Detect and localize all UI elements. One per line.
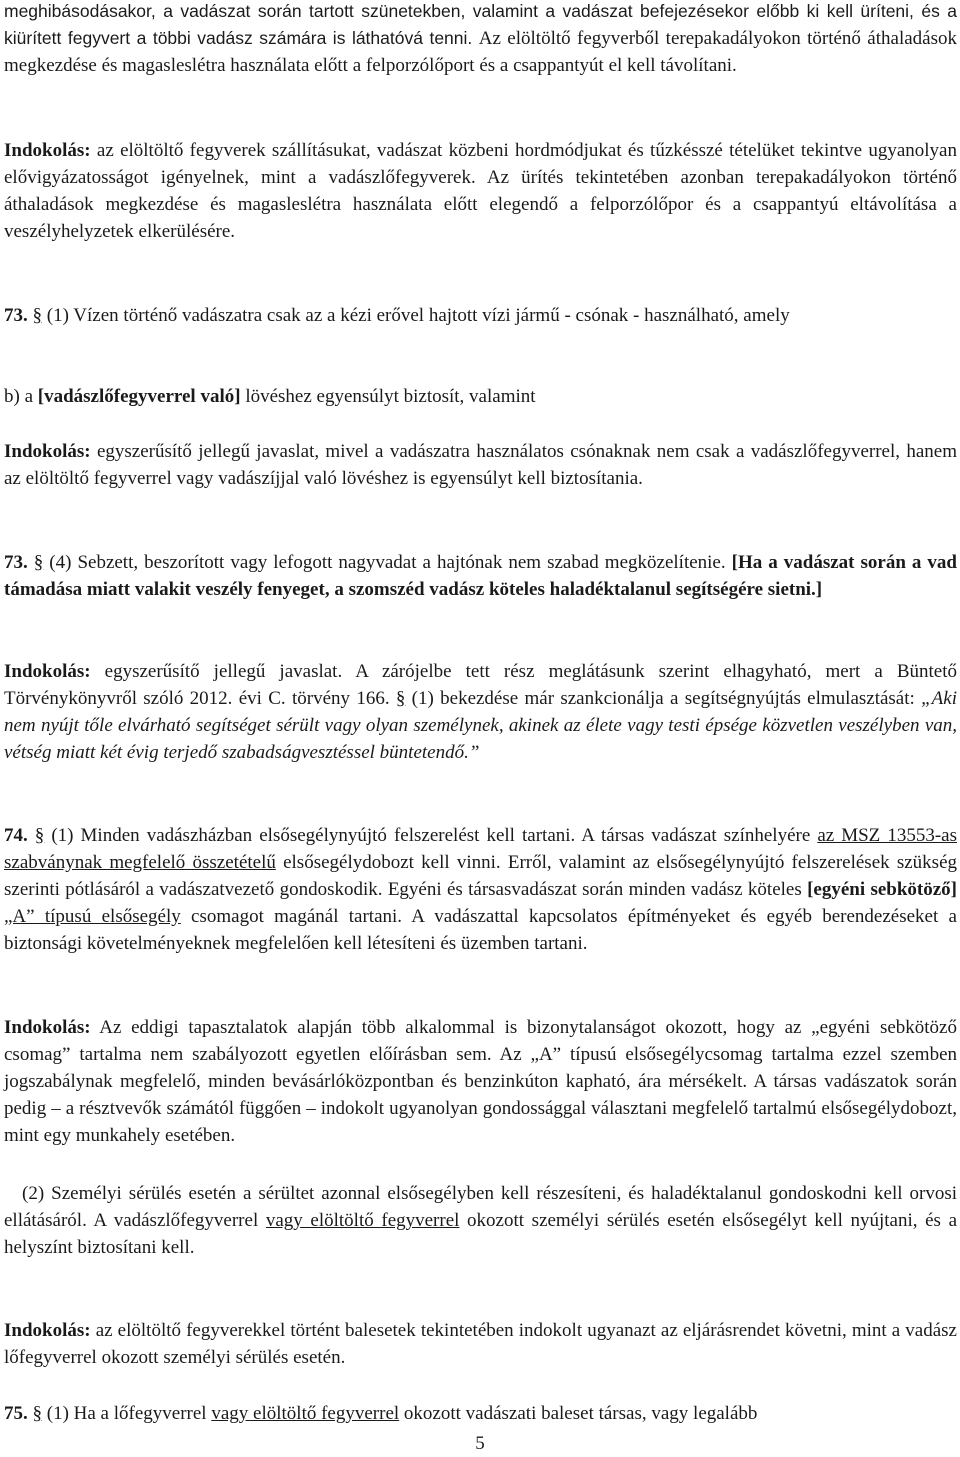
section-text: (1) Ha a lőfegyverrel	[42, 1403, 212, 1424]
section-number: 74.	[4, 825, 28, 846]
justification-1	[4, 137, 957, 245]
justification-text: az elöltöltő fegyverekkel történt balesetek tekintetében indokolt ugyanazt az eljárásrendet követni, mint a vadász lőfegyverrel okozott személyi sérülés esetén.	[4, 1320, 957, 1368]
inserted-text: vagy elöltöltő fegyverrel	[265, 1210, 460, 1231]
section-symbol: §	[395, 688, 406, 709]
section-symbol: §	[33, 552, 44, 573]
section-text-2: okozott személyi sérülés esetén elsősegélyt kell nyújtani, és a helyszínt biztosítani kell.	[4, 1210, 957, 1258]
section-text: (1) Minden vadászházban elsősegélynyújtó felszerelést kell tartani. A társas vadászat színhelyére	[44, 825, 818, 846]
justification-label: Indokolás:	[4, 441, 91, 462]
justification-label: Indokolás:	[4, 1017, 91, 1038]
sans-text: meghibásodásakor, a vadászat során tartott szünetekben, valamint a vadászat befejezésekor előbb ki kell üríteni, és a kiürített fegyvert a többi vadász számára is láthatóvá tenni.	[4, 1, 957, 48]
justification-text: egyszerűsítő jellegű javaslat.	[90, 661, 356, 682]
justification-label: Indokolás:	[4, 140, 91, 161]
section-73-4	[4, 549, 957, 603]
page-number: 5	[475, 1433, 485, 1454]
section-number: 73.	[4, 305, 28, 326]
justification-text-2: A zárójelbe tett rész meglátásunk szerint elhagyható, mert a Büntető Törvénykönyvről szóló 2012. évi C. törvény 166.	[4, 661, 958, 709]
section-number: 75.	[4, 1403, 28, 1424]
paragraph-top	[4, 0, 957, 79]
section-text: (2) Személyi sérülés esetén a sérültet azonnal elsősegélyben kell részesíteni, és haladéktalanul gondoskodni kell orvosi ellátásáról. A vadászlőfegyverrel	[4, 1183, 957, 1231]
justification-label: Indokolás:	[4, 1320, 91, 1341]
section-text: (4) Sebzett, beszorított vagy lefogott nagyvadat a hajtónak nem szabad megközelítenie.	[43, 552, 732, 573]
section-number: 73.	[4, 552, 28, 573]
point-b-text: lövéshez egyensúlyt biztosít, valamint	[240, 386, 536, 407]
point-b-prefix: b) a	[4, 386, 38, 407]
section-symbol: §	[32, 305, 42, 326]
justification-2	[4, 438, 957, 492]
justification-text: egyszerűsítő jellegű javaslat, mivel a vadászatra használatos csónaknak nem csak a vadászlőfegyverrel, hanem az elöltöltő fegyverrel vagy vadászíjjal való lövéshez is egyensúlyt kell biztosítania.	[4, 441, 957, 489]
section-73-1	[4, 302, 957, 329]
inserted-text-2: „A” típusú elsősegély	[4, 906, 181, 927]
legal-quote: „Aki nem nyújt tőle elvárható segítséget sérült vagy olyan személynek, akinek az élete vagy testi épsége közvetlen veszélyben van, vétség miatt két évig terjedő szabadságvesztéssel büntetendő.”	[4, 688, 957, 763]
justification-text: Az eddigi tapasztalatok alapján több alkalommal is bizonytalanságot okozott, hogy az „egyéni sebkötöző csomag” tartalma nem szabályozott egyetlen előírásban sem. Az „A” típusú elsősegélycsomag tartalma ezzel szemben jogszabálynak megfelelő, minden bevásárlóközpontban és benzinkúton kapható, ára mérsékelt. A társas vadászatok során pedig – a résztvevők számától függően – indokolt ugyanolyan gondossággal választani megfelelő tartalmú elsősegélydobozt, mint egy munkahely esetében.	[4, 1017, 957, 1146]
section-text-2: okozott vadászati baleset társas, vagy legalább	[399, 1403, 758, 1424]
section-deleted-text: [Ha a vadászat során a vad támadása miatt valakit veszély fenyeget, a szomszéd vadász köteles haladéktalanul segítségére sietni.]	[4, 552, 957, 600]
section-symbol: §	[34, 825, 45, 846]
inserted-text: az MSZ 13553-as szabványnak megfelelő összetételű	[4, 825, 957, 873]
section-text-2: elsősegélydobozt kell vinni. Erről, valamint az elsősegélynyújtó felszerelések szükség szerinti pótlásáról a vadászatvezető gondoskodik. Egyéni és társasvadászat során minden vadász köteles	[4, 852, 958, 900]
section-74-2	[4, 1180, 957, 1261]
serif-text: Az elöltöltő fegyverből terepakadályokon történő áthaladások megkezdése és magasleslétra használata előtt a felporzólőport és a csappantyút el kell távolítani.	[4, 28, 957, 76]
section-75-1	[4, 1400, 957, 1427]
justification-text: az elöltöltő fegyverek szállításukat, vadászat közbeni hordmódjukat és tűzkésszé tételüket tekintve ugyanolyan elővigyázatosságot igényelnek, mint a vadászlőfegyverek.	[4, 140, 957, 188]
justification-3	[4, 658, 957, 766]
section-symbol: §	[32, 1403, 42, 1424]
section-text: (1) Vízen történő vadászatra csak az a kézi erővel hajtott vízi jármű - csónak - használható, amely	[42, 305, 790, 326]
section-text-3: csomagot magánál tartani. A vadászattal kapcsolatos építményeket és egyéb berendezéseket a biztonsági követelményeknek megfelelően kell létesíteni és üzemben tartani.	[4, 906, 957, 954]
point-b-deleted: [vadászlőfegyverrel való]	[37, 386, 241, 407]
justification-label: Indokolás:	[4, 661, 91, 682]
justification-text-3: (1) bekezdése már szankcionálja a segítségnyújtás elmulasztását:	[405, 688, 922, 709]
inserted-text: vagy elöltöltő fegyverrel	[211, 1403, 400, 1424]
point-b	[4, 383, 957, 410]
section-74-1	[4, 822, 957, 957]
justification-5	[4, 1317, 957, 1371]
justification-4	[4, 1014, 957, 1149]
section-deleted-text: [egyéni sebkötöző]	[807, 879, 957, 900]
justification-text-2: Az ürítés tekintetében azonban terepakadályokon történő áthaladások megkezdése és magasleslétra használata előtt elegendő a felporzólőpor és a csappantyú eltávolítása a veszélyhelyzetek elkerülésére.	[4, 167, 957, 242]
